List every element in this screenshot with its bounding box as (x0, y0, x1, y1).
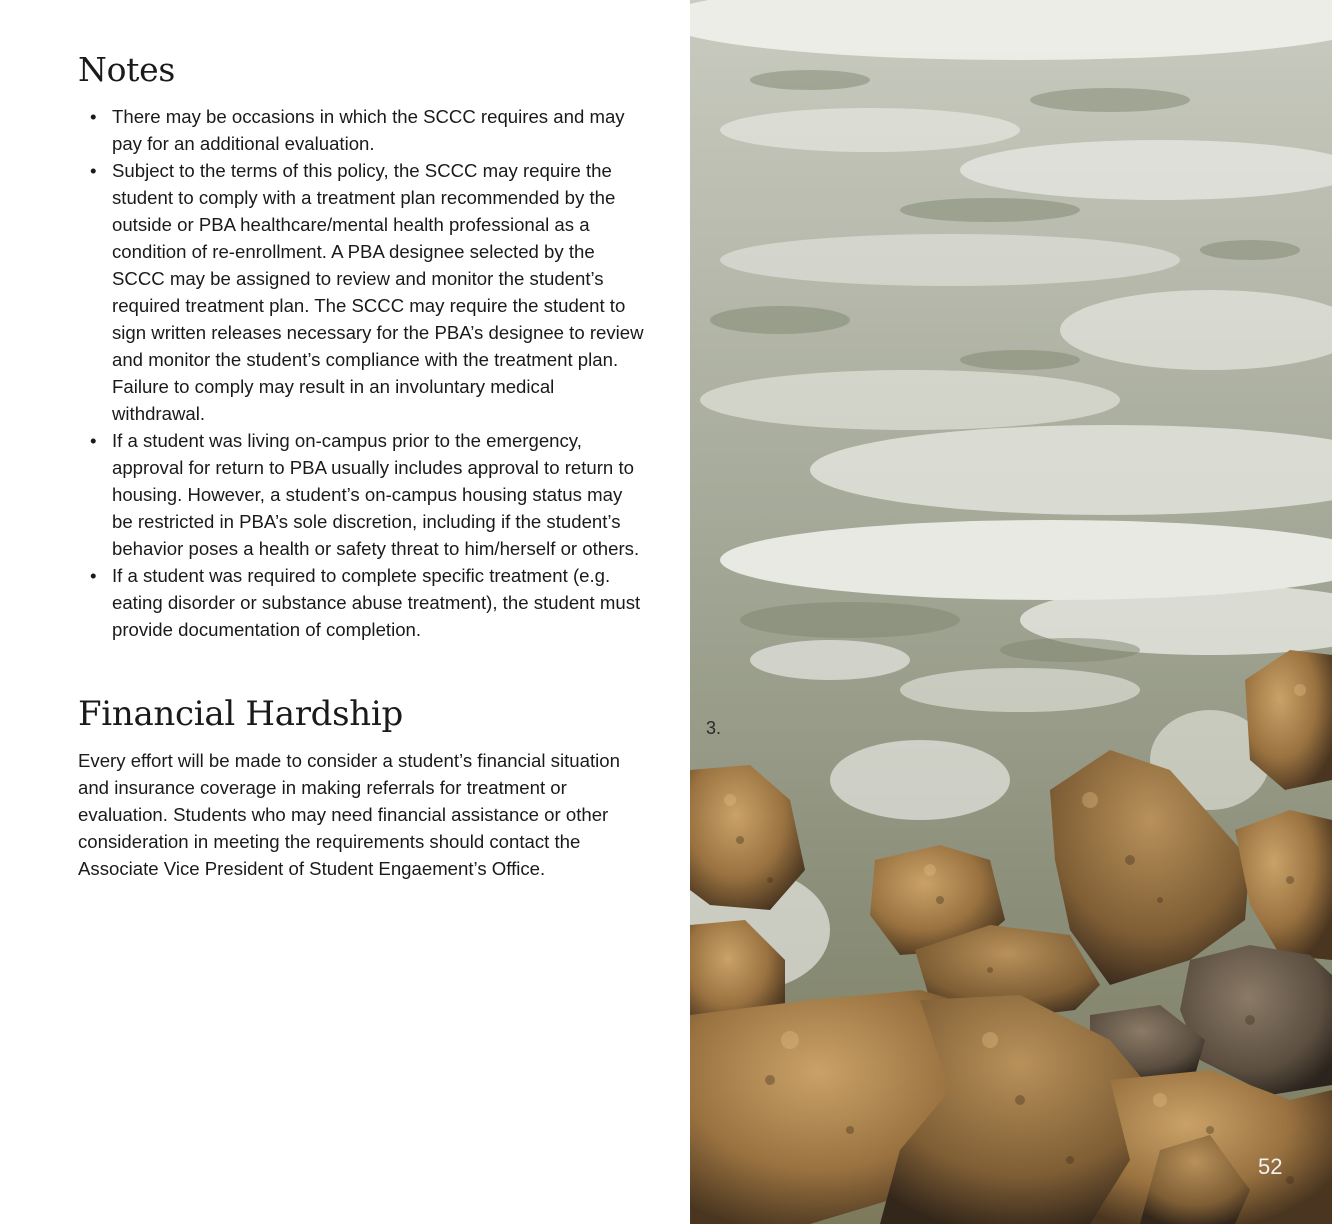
coastal-photo (690, 0, 1332, 1224)
bullet-icon: • (90, 160, 97, 181)
notes-heading: Notes (78, 50, 175, 89)
bullet-icon: • (90, 430, 97, 451)
list-item-text: If a student was required to complete specific treatment (e.g. eating disorder or substance abuse treatment), the student must provide documentation of completion. (112, 565, 641, 640)
page-number: 52 (1258, 1154, 1283, 1179)
financial-hardship-paragraph: Every effort will be made to consider a student’s financial situation and insurance coverage in making referrals for treatment or evaluation. Students who may need financial assistance or other consideration in meeting the requirements should contact the Associate Vice President of Student Engaement’s Office. (78, 750, 620, 879)
list-item-text: If a student was living on-campus prior to the emergency, approval for return to PBA usually includes approval to return to housing. However, a student’s on-campus housing status may be restricted in PBA’s sole discretion, including if the student’s behavior poses a health or safety threat to him/herself or others. (112, 430, 640, 559)
notes-list (78, 103, 648, 643)
list-item (78, 562, 648, 643)
list-item (78, 103, 648, 157)
list-item (78, 427, 648, 562)
surf-and-rocks-image (690, 0, 1332, 1224)
bullet-icon: • (90, 106, 97, 127)
list-item (78, 157, 648, 427)
list-item-text: There may be occasions in which the SCCC requires and may pay for an additional evaluation. (112, 106, 625, 154)
bullet-icon: • (90, 565, 97, 586)
list-marker: 3. (706, 718, 722, 738)
financial-hardship-heading: Financial Hardship (78, 694, 403, 734)
list-item-text: Subject to the terms of this policy, the SCCC may require the student to comply with a treatment plan recommended by the outside or PBA healthcare/mental health professional as a condition of re-enrollment. A PBA designee selected by the SCCC may be assigned to review and monitor the student’s required treatment plan. The SCCC may require the student to sign written releases necessary for the PBA’s designee to review and monitor the student’s compliance with the treatment plan. Failure to comply may result in an involuntary medical withdrawal. (112, 160, 644, 424)
